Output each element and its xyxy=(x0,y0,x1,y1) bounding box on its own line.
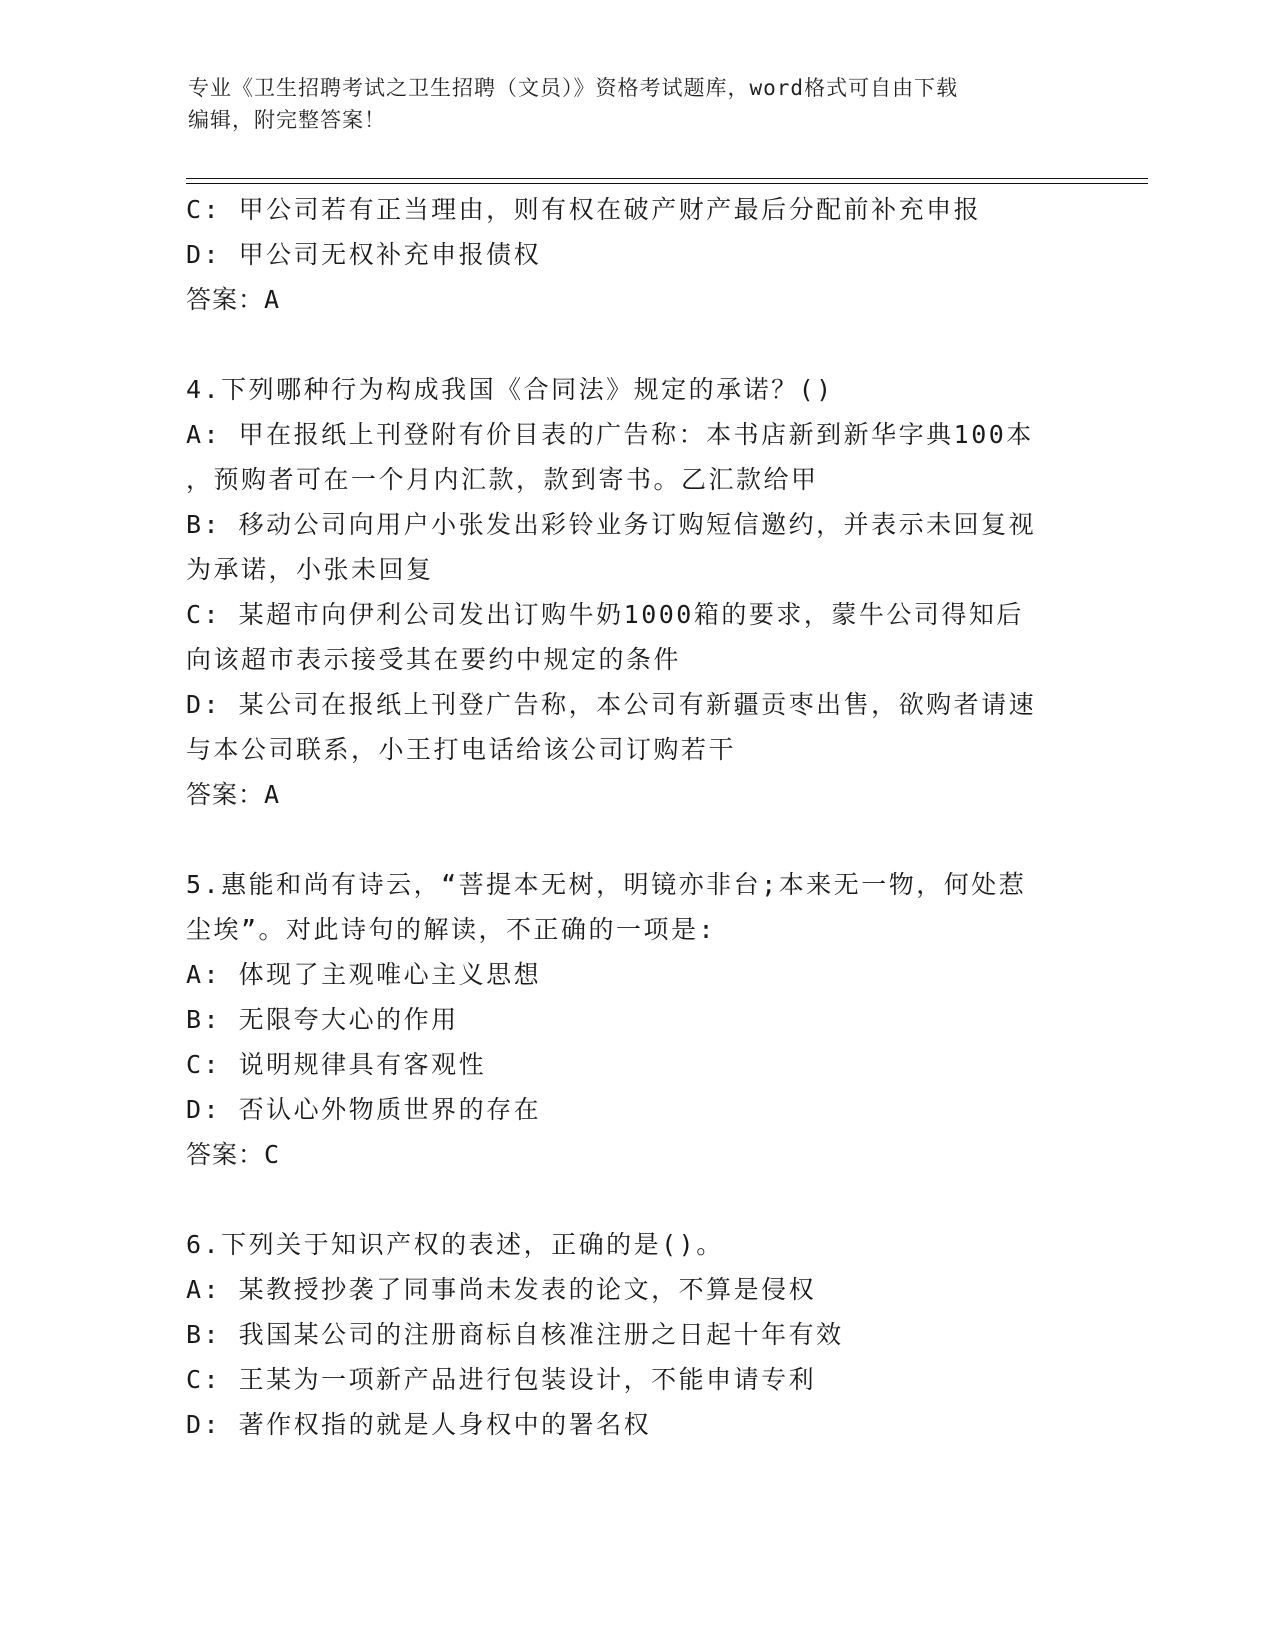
q4-stem: 4.下列哪种行为构成我国《合同法》规定的承诺？() xyxy=(186,375,834,404)
q4-option-d-line-1: D: 某公司在报纸上刊登广告称，本公司有新疆贡枣出售，欲购者请速 xyxy=(186,690,1037,719)
q3-answer-value: A xyxy=(264,285,281,314)
q4-option-c-line-2: 向该超市表示接受其在要约中规定的条件 xyxy=(186,645,682,674)
q5-stem-line-2: 尘埃”。对此诗句的解读，不正确的一项是: xyxy=(186,915,717,944)
header-line-1: 专业《卫生招聘考试之卫生招聘（文员）》资格考试题库，word格式可自由下载 xyxy=(188,76,959,100)
q4-option-b-line-1: B: 移动公司向用户小张发出彩铃业务订购短信邀约，并表示未回复视 xyxy=(186,510,1037,539)
q5-option-c: C: 说明规律具有客观性 xyxy=(186,1050,487,1079)
q4-answer xyxy=(186,772,1086,817)
q6-option-c: C: 王某为一项新产品进行包装设计，不能申请专利 xyxy=(186,1365,817,1394)
q4-answer-value: A xyxy=(264,780,281,809)
q4-option-a-line-1: A: 甲在报纸上刊登附有价目表的广告称：本书店新到新华字典100本 xyxy=(186,420,1034,449)
answer-label: 答案： xyxy=(186,1140,265,1169)
q5-option-a: A: 体现了主观唯心主义思想 xyxy=(186,960,542,989)
q5-stem-line-1: 5.惠能和尚有诗云，“菩提本无树，明镜亦非台;本来无一物，何处惹 xyxy=(186,870,1027,899)
q6-option-d: D: 著作权指的就是人身权中的署名权 xyxy=(186,1410,652,1439)
q3-option-d: D: 甲公司无权补充申报债权 xyxy=(186,240,542,269)
q5-answer xyxy=(186,1132,1086,1177)
q6-stem: 6.下列关于知识产权的表述，正确的是()。 xyxy=(186,1230,724,1259)
spacer xyxy=(186,817,1086,862)
q5-option-d: D: 否认心外物质世界的存在 xyxy=(186,1095,542,1124)
q5-answer-value: C xyxy=(264,1140,281,1169)
header-line-2: 编辑，附完整答案！ xyxy=(188,108,386,132)
q4-option-c-line-1: C: 某超市向伊利公司发出订购牛奶1000箱的要求，蒙牛公司得知后 xyxy=(186,600,1024,629)
question-content xyxy=(186,187,1086,1447)
q5-option-b: B: 无限夸大心的作用 xyxy=(186,1005,459,1034)
header-divider xyxy=(186,178,1148,184)
spacer xyxy=(186,1177,1086,1222)
answer-label: 答案： xyxy=(186,780,265,809)
q3-answer xyxy=(186,277,1086,322)
document-header xyxy=(188,72,1088,136)
answer-label: 答案： xyxy=(186,285,265,314)
q4-option-a-line-2: ，预购者可在一个月内汇款，款到寄书。乙汇款给甲 xyxy=(186,465,819,494)
q4-option-d-line-2: 与本公司联系，小王打电话给该公司订购若干 xyxy=(186,735,737,764)
spacer xyxy=(186,322,1086,367)
q6-option-b: B: 我国某公司的注册商标自核准注册之日起十年有效 xyxy=(186,1320,844,1349)
q4-option-b-line-2: 为承诺，小张未回复 xyxy=(186,555,434,584)
q3-option-c: C: 甲公司若有正当理由，则有权在破产财产最后分配前补充申报 xyxy=(186,195,982,224)
q6-option-a: A: 某教授抄袭了同事尚未发表的论文，不算是侵权 xyxy=(186,1275,817,1304)
